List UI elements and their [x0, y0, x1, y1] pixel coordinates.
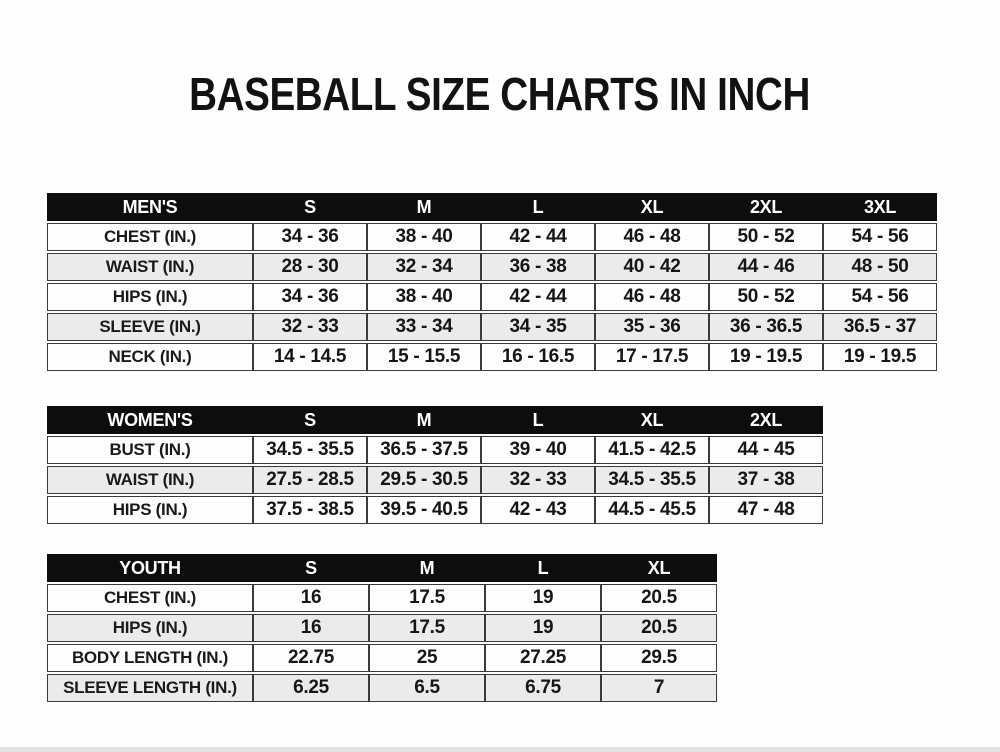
- mens-table-title: MEN'S: [47, 193, 253, 221]
- size-cell: 25: [369, 644, 485, 672]
- size-cell: 44 - 46: [709, 253, 823, 281]
- column-header-2xl: 2XL: [709, 406, 823, 434]
- size-cell: 6.5: [369, 674, 485, 702]
- column-header-m: M: [367, 406, 481, 434]
- size-cell: 48 - 50: [823, 253, 937, 281]
- column-header-l: L: [481, 406, 595, 434]
- size-cell: 29.5: [601, 644, 717, 672]
- size-cell: 32 - 33: [481, 466, 595, 494]
- size-cell: 42 - 44: [481, 283, 595, 311]
- row-label: HIPS (IN.): [47, 614, 253, 642]
- size-cell: 34 - 36: [253, 283, 367, 311]
- table-row-bust: [47, 436, 823, 464]
- size-cell: 34.5 - 35.5: [253, 436, 367, 464]
- size-cell: 32 - 34: [367, 253, 481, 281]
- column-header-xl: XL: [595, 406, 709, 434]
- size-cell: 34.5 - 35.5: [595, 466, 709, 494]
- size-cell: 37.5 - 38.5: [253, 496, 367, 524]
- column-header-2xl: 2XL: [709, 193, 823, 221]
- size-cell: 35 - 36: [595, 313, 709, 341]
- size-cell: 36 - 36.5: [709, 313, 823, 341]
- table-row-waist: [47, 253, 937, 281]
- column-header-3xl: 3XL: [823, 193, 937, 221]
- size-cell: 15 - 15.5: [367, 343, 481, 371]
- youth-size-table: [47, 552, 717, 704]
- size-cell: 34 - 36: [253, 223, 367, 251]
- size-cell: 6.25: [253, 674, 369, 702]
- row-label: WAIST (IN.): [47, 253, 253, 281]
- size-cell: 17.5: [369, 584, 485, 612]
- mens-size-table: [47, 191, 937, 373]
- size-cell: 19: [485, 584, 601, 612]
- size-cell: 46 - 48: [595, 283, 709, 311]
- size-cell: 41.5 - 42.5: [595, 436, 709, 464]
- row-label: SLEEVE (IN.): [47, 313, 253, 341]
- womens-header-row: [47, 406, 823, 434]
- size-cell: 28 - 30: [253, 253, 367, 281]
- row-label: BODY LENGTH (IN.): [47, 644, 253, 672]
- table-row-neck: [47, 343, 937, 371]
- womens-size-table: [47, 404, 823, 526]
- column-header-l: L: [485, 554, 601, 582]
- page-title: [0, 0, 1000, 118]
- size-cell: 37 - 38: [709, 466, 823, 494]
- table-row-waist: [47, 466, 823, 494]
- size-cell: 38 - 40: [367, 223, 481, 251]
- size-cell: 36.5 - 37.5: [367, 436, 481, 464]
- row-label: NECK (IN.): [47, 343, 253, 371]
- size-cell: 54 - 56: [823, 223, 937, 251]
- size-cell: 19 - 19.5: [709, 343, 823, 371]
- row-label: HIPS (IN.): [47, 496, 253, 524]
- size-cell: 54 - 56: [823, 283, 937, 311]
- size-cell: 17.5: [369, 614, 485, 642]
- column-header-s: S: [253, 193, 367, 221]
- table-row-hips: [47, 614, 717, 642]
- size-cell: 50 - 52: [709, 223, 823, 251]
- size-cell: 7: [601, 674, 717, 702]
- size-cell: 27.25: [485, 644, 601, 672]
- size-cell: 16 - 16.5: [481, 343, 595, 371]
- size-cell: 6.75: [485, 674, 601, 702]
- womens-table-title: WOMEN'S: [47, 406, 253, 434]
- row-label: CHEST (IN.): [47, 223, 253, 251]
- size-cell: 44.5 - 45.5: [595, 496, 709, 524]
- column-header-xl: XL: [601, 554, 717, 582]
- size-cell: 16: [253, 584, 369, 612]
- size-cell: 17 - 17.5: [595, 343, 709, 371]
- column-header-l: L: [481, 193, 595, 221]
- size-cell: 50 - 52: [709, 283, 823, 311]
- scan-edge-strip: [0, 747, 1000, 752]
- size-cell: 39 - 40: [481, 436, 595, 464]
- size-cell: 44 - 45: [709, 436, 823, 464]
- page-title-text: BASEBALL SIZE CHARTS IN INCH: [189, 68, 811, 120]
- size-cell: 29.5 - 30.5: [367, 466, 481, 494]
- row-label: CHEST (IN.): [47, 584, 253, 612]
- row-label: SLEEVE LENGTH (IN.): [47, 674, 253, 702]
- youth-table-title: YOUTH: [47, 554, 253, 582]
- table-row-body-length: [47, 644, 717, 672]
- table-row-sleeve-length: [47, 674, 717, 702]
- size-cell: 20.5: [601, 584, 717, 612]
- size-cell: 36 - 38: [481, 253, 595, 281]
- column-header-xl: XL: [595, 193, 709, 221]
- column-header-m: M: [367, 193, 481, 221]
- size-cell: 40 - 42: [595, 253, 709, 281]
- table-row-sleeve: [47, 313, 937, 341]
- table-row-chest: [47, 223, 937, 251]
- size-cell: 22.75: [253, 644, 369, 672]
- size-cell: 20.5: [601, 614, 717, 642]
- size-cell: 14 - 14.5: [253, 343, 367, 371]
- size-cell: 42 - 44: [481, 223, 595, 251]
- size-cell: 32 - 33: [253, 313, 367, 341]
- table-row-chest: [47, 584, 717, 612]
- column-header-s: S: [253, 554, 369, 582]
- youth-header-row: [47, 554, 717, 582]
- row-label: WAIST (IN.): [47, 466, 253, 494]
- size-cell: 42 - 43: [481, 496, 595, 524]
- size-cell: 47 - 48: [709, 496, 823, 524]
- table-row-hips: [47, 283, 937, 311]
- size-cell: 19 - 19.5: [823, 343, 937, 371]
- mens-header-row: [47, 193, 937, 221]
- size-cell: 38 - 40: [367, 283, 481, 311]
- row-label: BUST (IN.): [47, 436, 253, 464]
- size-cell: 36.5 - 37: [823, 313, 937, 341]
- size-cell: 33 - 34: [367, 313, 481, 341]
- size-cell: 34 - 35: [481, 313, 595, 341]
- size-cell: 27.5 - 28.5: [253, 466, 367, 494]
- column-header-s: S: [253, 406, 367, 434]
- size-cell: 16: [253, 614, 369, 642]
- table-row-hips: [47, 496, 823, 524]
- size-cell: 39.5 - 40.5: [367, 496, 481, 524]
- row-label: HIPS (IN.): [47, 283, 253, 311]
- column-header-m: M: [369, 554, 485, 582]
- size-cell: 19: [485, 614, 601, 642]
- size-cell: 46 - 48: [595, 223, 709, 251]
